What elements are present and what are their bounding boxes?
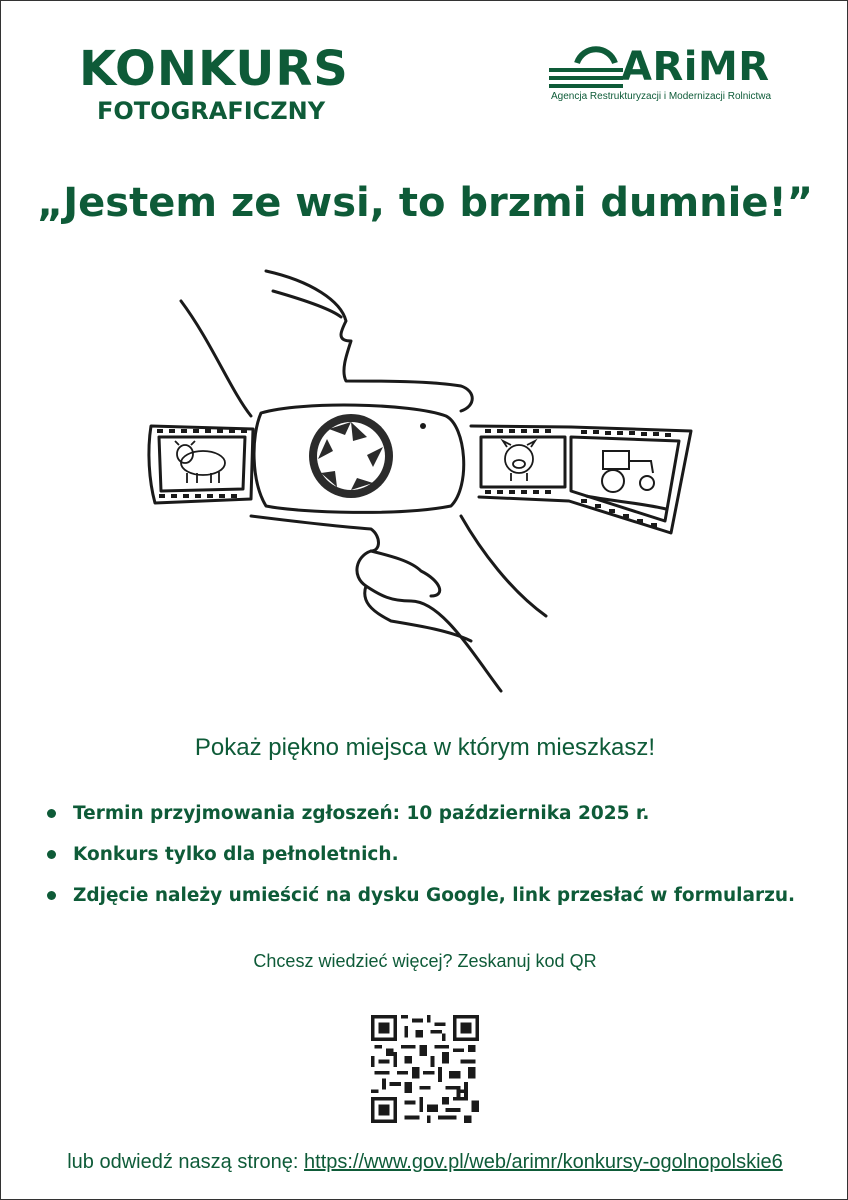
arimr-logo xyxy=(549,41,779,111)
website-line xyxy=(1,1147,848,1177)
logo-subtitle: Agencja Restrukturyzacji i Modernizacji Rolnictwa xyxy=(551,91,772,102)
website-link[interactable]: https://www.gov.pl/web/arimr/konkursy-ogolnopolskie6 xyxy=(304,1151,783,1173)
more-info-text: Chcesz wiedzieć więcej? Zeskanuj kod QR xyxy=(253,951,597,971)
slogan: „Jestem ze wsi, to brzmi dumnie!” xyxy=(36,180,813,226)
contest-subtitle: FOTOGRAFICZNY xyxy=(97,97,326,125)
arimr-emblem-icon xyxy=(549,41,629,89)
qr-code-icon[interactable] xyxy=(371,1015,479,1123)
website-prefix: lub odwiedź naszą stronę: xyxy=(67,1151,305,1173)
hands-frame-icon xyxy=(141,251,711,711)
bullet-age-requirement: Konkurs tylko dla pełnoletnich. xyxy=(47,837,795,873)
bullet-submission-instructions: Zdjęcie należy umieścić na dysku Google, link przesłać w formularzu. xyxy=(47,878,795,914)
tagline: Pokaż piękno miejsca w którym mieszkasz! xyxy=(194,734,656,761)
bullet-deadline: Termin przyjmowania zgłoszeń: 10 października 2025 r. xyxy=(47,796,795,832)
camera-shutter-icon xyxy=(309,414,393,498)
bullet-list xyxy=(47,796,795,919)
logo-name: ARiMR xyxy=(621,44,770,90)
cow-icon xyxy=(175,441,225,483)
pig-icon xyxy=(503,441,535,481)
contest-title: KONKURS xyxy=(79,41,349,97)
